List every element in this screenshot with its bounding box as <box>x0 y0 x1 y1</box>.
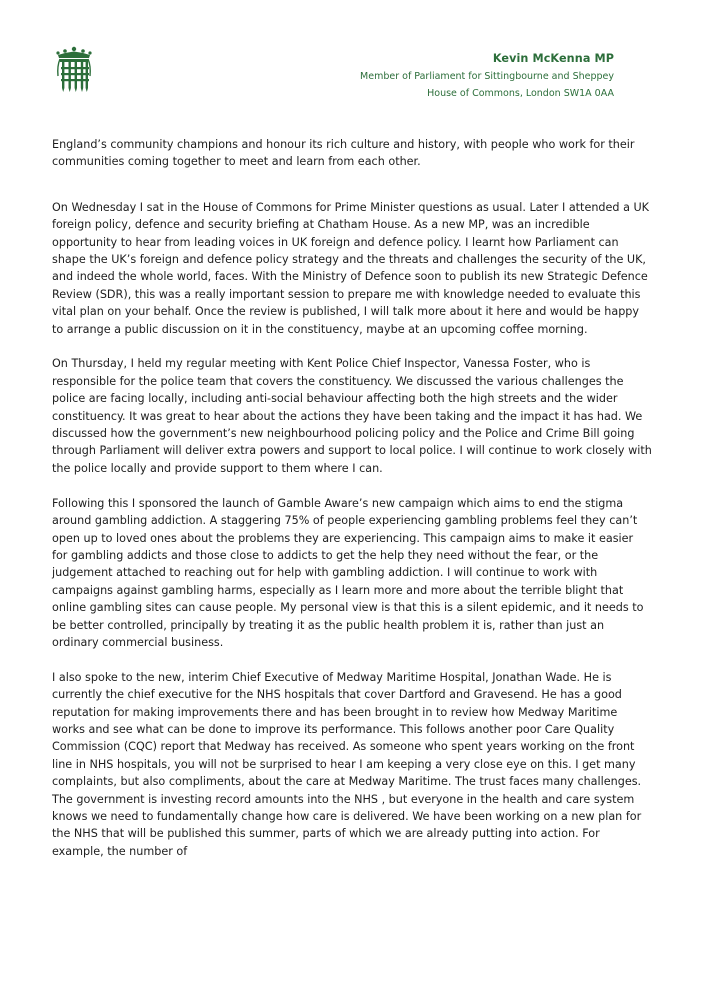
paragraph-3: On Thursday, I held my regular meeting with Kent Police Chief Inspector, Vanessa Foster, who is responsible for the police team that covers the constituency. We discussed the various challenges the police are facing locally, including anti-social behaviour affecting both the high streets and the wider constituency. It was great to hear about the actions they have been taking and the impact it has had. We discussed how the government’s new neighbourhood policing policy and the Police and Crime Bill going through Parliament will deliver extra powers and support to local police. I will continue to work closely with the police locally and provide support to them where I can. <box>52 357 652 475</box>
letterhead <box>360 50 614 102</box>
mp-role: Member of Parliament for Sittingbourne and Sheppey <box>360 71 614 82</box>
paragraph-5: I also spoke to the new, interim Chief Executive of Medway Maritime Hospital, Jonathan Wade. He is currently the chief executive for the NHS hospitals that cover Dartford and Gravesend. He has a good reputation for making improvements there and has been brought in to review how Medway Maritime works and see what can be done to improve its performance. This follows another poor Care Quality Commission (CQC) report that Medway has received. As someone who spent years working on the front line in NHS hospitals, you will not be surprised to hear I am keeping a very close eye on this. I get many complaints, but also compliments, about the care at Medway Maritime. The trust faces many challenges. The government is investing record amounts into the NHS , but everyone in the health and care system knows we need to fundamentally change how care is delivered. We have been working on a new plan for the NHS that will be published this summer, parts of which we are already putting into action. For example, the number of <box>52 670 642 858</box>
mp-address: House of Commons, London SW1A 0AA <box>427 88 614 99</box>
paragraph-4: Following this I sponsored the launch of Gamble Aware’s new campaign which aims to end the stigma around gambling addiction. A staggering 75% of people experiencing gambling problems feel they can’t open up to loved ones about the problems they are experiencing. This campaign aims to make it easier for gambling addicts and those close to addicts to get the help they need without the fear, or the judgement attached to reaching out for help with gambling addiction. I will continue to work with campaigns against gambling harms, especially as I learn more and more about the terrible blight that online gambling sites can cause people. My personal view is that this is a silent epidemic, and it needs to be better controlled, principally by treating it as the public health problem it is, rather than just an ordinary commercial business. <box>52 496 644 649</box>
paragraph-2: On Wednesday I sat in the House of Commons for Prime Minister questions as usual. Later I attended a UK foreign policy, defence and security briefing at Chatham House. As a new MP, was an incredible opportunity to hear from leading voices in UK foreign and defence policy. I learnt how Parliament can shape the UK’s foreign and defence policy strategy and the threats and challenges the security of the UK, and indeed the whole world, faces. With the Ministry of Defence soon to publish its new Strategic Defence Review (SDR), this was a really important session to prepare me with knowledge needed to evaluate this vital plan on your behalf. Once the review is published, I will talk more about it here and would be happy to arrange a public discussion on it in the constituency, maybe at an upcoming coffee morning. <box>52 200 650 336</box>
mp-name: Kevin McKenna MP <box>492 52 614 65</box>
portcullis-icon <box>54 46 94 94</box>
letter-body <box>52 136 652 878</box>
paragraph-1: England’s community champions and honour its rich culture and history, with people who work for their communities coming together to meet and learn from each other. <box>52 138 635 169</box>
